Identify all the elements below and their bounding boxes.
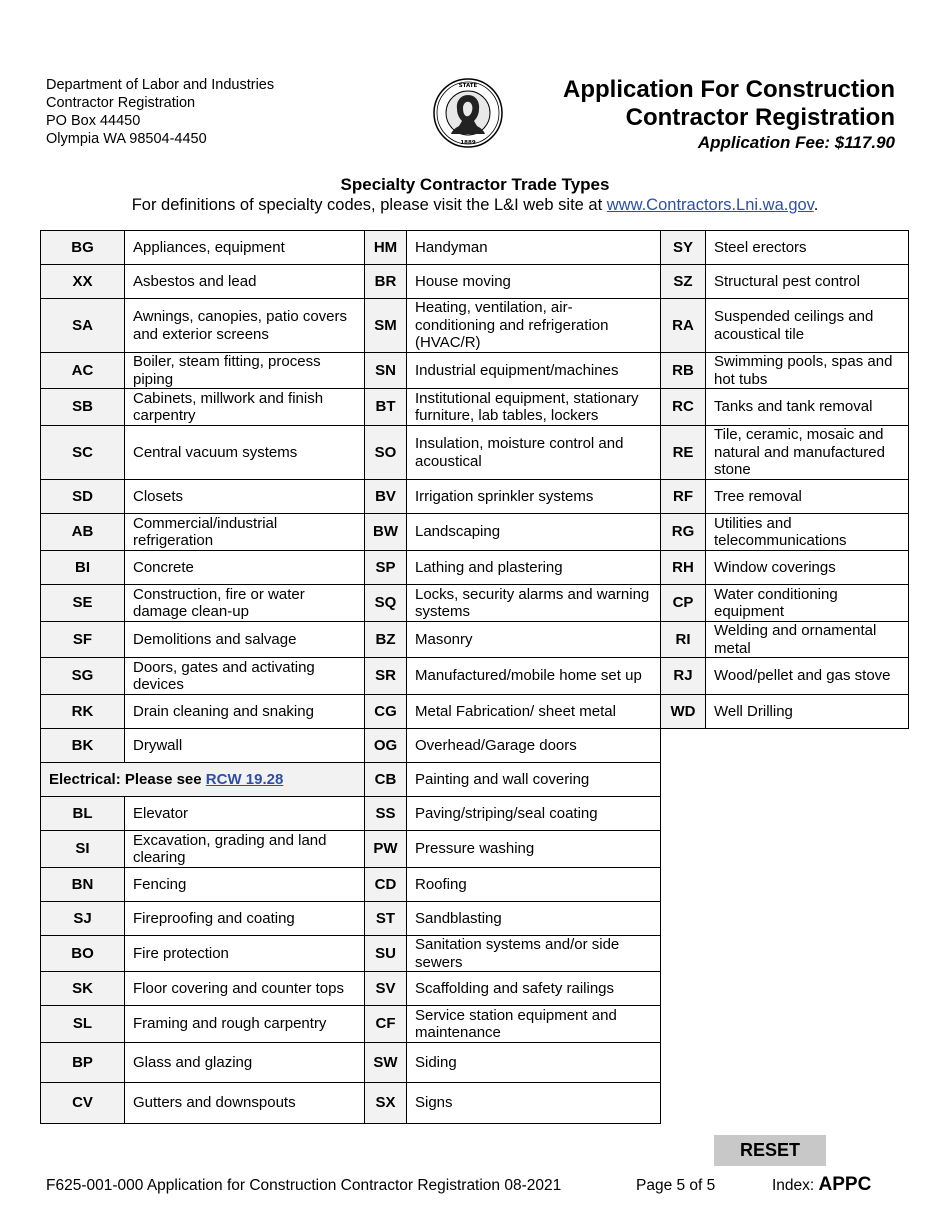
title-line-1: Application For Construction (563, 76, 895, 103)
trade-code: RE (661, 426, 706, 480)
trade-types-table (40, 230, 909, 1124)
trade-name: Suspended ceilings and acoustical tile (706, 299, 909, 353)
trade-name: Steel erectors (706, 231, 909, 265)
address-line: PO Box 44450 (46, 113, 141, 129)
trade-row (41, 695, 909, 729)
trade-name: Masonry (407, 622, 661, 658)
trade-code: BP (41, 1043, 125, 1083)
reset-button[interactable]: RESET (714, 1135, 826, 1166)
trade-code: SY (661, 231, 706, 265)
trade-code: SD (41, 480, 125, 514)
trade-code: RI (661, 622, 706, 658)
trade-code: BZ (365, 622, 407, 658)
trade-name: Excavation, grading and land clearing (125, 831, 365, 868)
trade-code: RB (661, 353, 706, 389)
trade-name: Doors, gates and activating devices (125, 658, 365, 695)
empty-cell (661, 797, 909, 831)
trade-name: Landscaping (407, 514, 661, 551)
trade-code: RG (661, 514, 706, 551)
trade-code: CG (365, 695, 407, 729)
form-title (563, 76, 895, 154)
trade-code: SZ (661, 265, 706, 299)
title-line-2: Contractor Registration (625, 104, 895, 131)
trade-name: Water conditioning equipment (706, 585, 909, 622)
trade-code: SQ (365, 585, 407, 622)
trade-name: Lathing and plastering (407, 551, 661, 585)
trade-name: Tile, ceramic, mosaic and natural and manufactured stone (706, 426, 909, 480)
trade-code: SP (365, 551, 407, 585)
definitions-text: For definitions of specialty codes, please visit the L&I web site at (131, 196, 607, 214)
trade-name: Well Drilling (706, 695, 909, 729)
page-number: Page 5 of 5 (636, 1177, 716, 1194)
index-value: APPC (818, 1174, 872, 1195)
trade-row (41, 480, 909, 514)
trade-code: SA (41, 299, 125, 353)
trade-row (41, 1043, 909, 1083)
trade-name: Concrete (125, 551, 365, 585)
trade-name: Fireproofing and coating (125, 902, 365, 936)
trade-code: BW (365, 514, 407, 551)
trade-code: BV (365, 480, 407, 514)
svg-text:STATE: STATE (458, 83, 478, 89)
trade-code: SJ (41, 902, 125, 936)
section-title: Specialty Contractor Trade Types (340, 175, 610, 194)
trade-name: Painting and wall covering (407, 763, 661, 797)
trade-code: SE (41, 585, 125, 622)
trade-code: SO (365, 426, 407, 480)
trade-name: Industrial equipment/machines (407, 353, 661, 389)
trade-code: RF (661, 480, 706, 514)
address-line: Contractor Registration (46, 95, 196, 111)
trade-code: SM (365, 299, 407, 353)
trade-row (41, 936, 909, 972)
trade-row (41, 389, 909, 426)
trade-name: Sanitation systems and/or side sewers (407, 936, 661, 972)
trade-row (41, 972, 909, 1006)
trade-name: Asbestos and lead (125, 265, 365, 299)
trade-name: Overhead/Garage doors (407, 729, 661, 763)
svg-text:1889: 1889 (460, 140, 476, 146)
definitions-note (0, 196, 950, 215)
empty-cell (661, 972, 909, 1006)
trade-row (41, 426, 909, 480)
electrical-note (41, 763, 365, 797)
trade-name: Elevator (125, 797, 365, 831)
trade-code: OG (365, 729, 407, 763)
trade-row (41, 551, 909, 585)
trade-row (41, 763, 909, 797)
trade-name: House moving (407, 265, 661, 299)
trade-code: BI (41, 551, 125, 585)
trade-code: BR (365, 265, 407, 299)
trade-name: Irrigation sprinkler systems (407, 480, 661, 514)
trade-row (41, 514, 909, 551)
electrical-note-text: Electrical: Please see (49, 770, 206, 788)
definitions-suffix: . (813, 196, 819, 214)
trade-code: SK (41, 972, 125, 1006)
trade-code: BK (41, 729, 125, 763)
index-label: Index: (772, 1177, 819, 1194)
trade-code: BO (41, 936, 125, 972)
trade-code: RK (41, 695, 125, 729)
trade-name: Drain cleaning and snaking (125, 695, 365, 729)
empty-cell (661, 902, 909, 936)
trade-name: Swimming pools, spas and hot tubs (706, 353, 909, 389)
trade-name: Scaffolding and safety railings (407, 972, 661, 1006)
empty-cell (661, 831, 909, 868)
trade-name: Heating, ventilation, air-conditioning and refrigeration (HVAC/R) (407, 299, 661, 353)
trade-code: SU (365, 936, 407, 972)
trade-name: Structural pest control (706, 265, 909, 299)
trade-code: SC (41, 426, 125, 480)
trade-code: SR (365, 658, 407, 695)
trade-code: CP (661, 585, 706, 622)
empty-cell (661, 1043, 909, 1083)
trade-code: CF (365, 1006, 407, 1043)
trade-name: Welding and ornamental metal (706, 622, 909, 658)
trade-name: Floor covering and counter tops (125, 972, 365, 1006)
trade-row (41, 1083, 909, 1124)
trade-name: Paving/striping/seal coating (407, 797, 661, 831)
trade-name: Fencing (125, 868, 365, 902)
trade-row (41, 797, 909, 831)
agency-address (46, 76, 274, 148)
trade-code: BN (41, 868, 125, 902)
trade-code: SB (41, 389, 125, 426)
rcw-19-28-link[interactable]: RCW 19.28 (205, 770, 284, 788)
trade-code: RJ (661, 658, 706, 695)
empty-cell (661, 763, 909, 797)
trade-name: Glass and glazing (125, 1043, 365, 1083)
empty-cell (661, 1083, 909, 1124)
trade-row (41, 585, 909, 622)
address-line: Olympia WA 98504-4450 (46, 131, 207, 147)
trade-code: BL (41, 797, 125, 831)
trade-row (41, 231, 909, 265)
trade-code: XX (41, 265, 125, 299)
trade-name: Tree removal (706, 480, 909, 514)
trade-name: Institutional equipment, stationary furniture, lab tables, lockers (407, 389, 661, 426)
trade-code: AC (41, 353, 125, 389)
trade-code: SI (41, 831, 125, 868)
index-code (772, 1174, 871, 1196)
trade-code: PW (365, 831, 407, 868)
empty-cell (661, 729, 909, 763)
trade-name: Construction, fire or water damage clean-up (125, 585, 365, 622)
trade-name: Metal Fabrication/ sheet metal (407, 695, 661, 729)
trade-row (41, 265, 909, 299)
trade-name: Boiler, steam fitting, process piping (125, 353, 365, 389)
trade-name: Window coverings (706, 551, 909, 585)
trade-code: HM (365, 231, 407, 265)
trade-name: Utilities and telecommunications (706, 514, 909, 551)
trade-name: Signs (407, 1083, 661, 1124)
trade-name: Gutters and downspouts (125, 1083, 365, 1124)
trade-code: SS (365, 797, 407, 831)
trade-name: Closets (125, 480, 365, 514)
trade-code: SN (365, 353, 407, 389)
trade-row (41, 622, 909, 658)
trade-name: Wood/pellet and gas stove (706, 658, 909, 695)
trade-code: SW (365, 1043, 407, 1083)
application-fee: Application Fee: $117.90 (697, 133, 895, 152)
trade-name: Handyman (407, 231, 661, 265)
trade-name: Demolitions and salvage (125, 622, 365, 658)
trade-row (41, 902, 909, 936)
trade-name: Fire protection (125, 936, 365, 972)
trade-code: CV (41, 1083, 125, 1124)
trade-code: SV (365, 972, 407, 1006)
empty-cell (661, 936, 909, 972)
trade-code: CB (365, 763, 407, 797)
form-number: F625-001-000 Application for Construction Contractor Registration 08-2021 (46, 1177, 562, 1194)
trade-name: Awnings, canopies, patio covers and exterior screens (125, 299, 365, 353)
trade-row (41, 729, 909, 763)
trade-name: Central vacuum systems (125, 426, 365, 480)
trade-name: Tanks and tank removal (706, 389, 909, 426)
trade-name: Drywall (125, 729, 365, 763)
washington-state-seal-icon (433, 78, 503, 148)
trade-code: SF (41, 622, 125, 658)
trade-name: Cabinets, millwork and finish carpentry (125, 389, 365, 426)
trade-row (41, 353, 909, 389)
address-line: Department of Labor and Industries (46, 77, 275, 93)
trade-code: CD (365, 868, 407, 902)
trade-row (41, 868, 909, 902)
trade-code: ST (365, 902, 407, 936)
trade-name: Roofing (407, 868, 661, 902)
trade-code: SG (41, 658, 125, 695)
trade-code: BG (41, 231, 125, 265)
trade-code: WD (661, 695, 706, 729)
trade-name: Locks, security alarms and warning systems (407, 585, 661, 622)
trade-code: AB (41, 514, 125, 551)
trade-name: Commercial/industrial refrigeration (125, 514, 365, 551)
empty-cell (661, 1006, 909, 1043)
trade-name: Pressure washing (407, 831, 661, 868)
trade-name: Manufactured/mobile home set up (407, 658, 661, 695)
trade-row (41, 1006, 909, 1043)
contractors-website-link[interactable]: www.Contractors.Lni.wa.gov (606, 196, 814, 214)
trade-name: Insulation, moisture control and acoustical (407, 426, 661, 480)
trade-name: Framing and rough carpentry (125, 1006, 365, 1043)
trade-row (41, 831, 909, 868)
trade-code: SL (41, 1006, 125, 1043)
trade-name: Sandblasting (407, 902, 661, 936)
trade-code: SX (365, 1083, 407, 1124)
trade-name: Siding (407, 1043, 661, 1083)
trade-row (41, 299, 909, 353)
trade-code: BT (365, 389, 407, 426)
trade-code: RC (661, 389, 706, 426)
trade-row (41, 658, 909, 695)
trade-name: Appliances, equipment (125, 231, 365, 265)
trade-code: RA (661, 299, 706, 353)
trade-name: Service station equipment and maintenance (407, 1006, 661, 1043)
trade-code: RH (661, 551, 706, 585)
empty-cell (661, 868, 909, 902)
